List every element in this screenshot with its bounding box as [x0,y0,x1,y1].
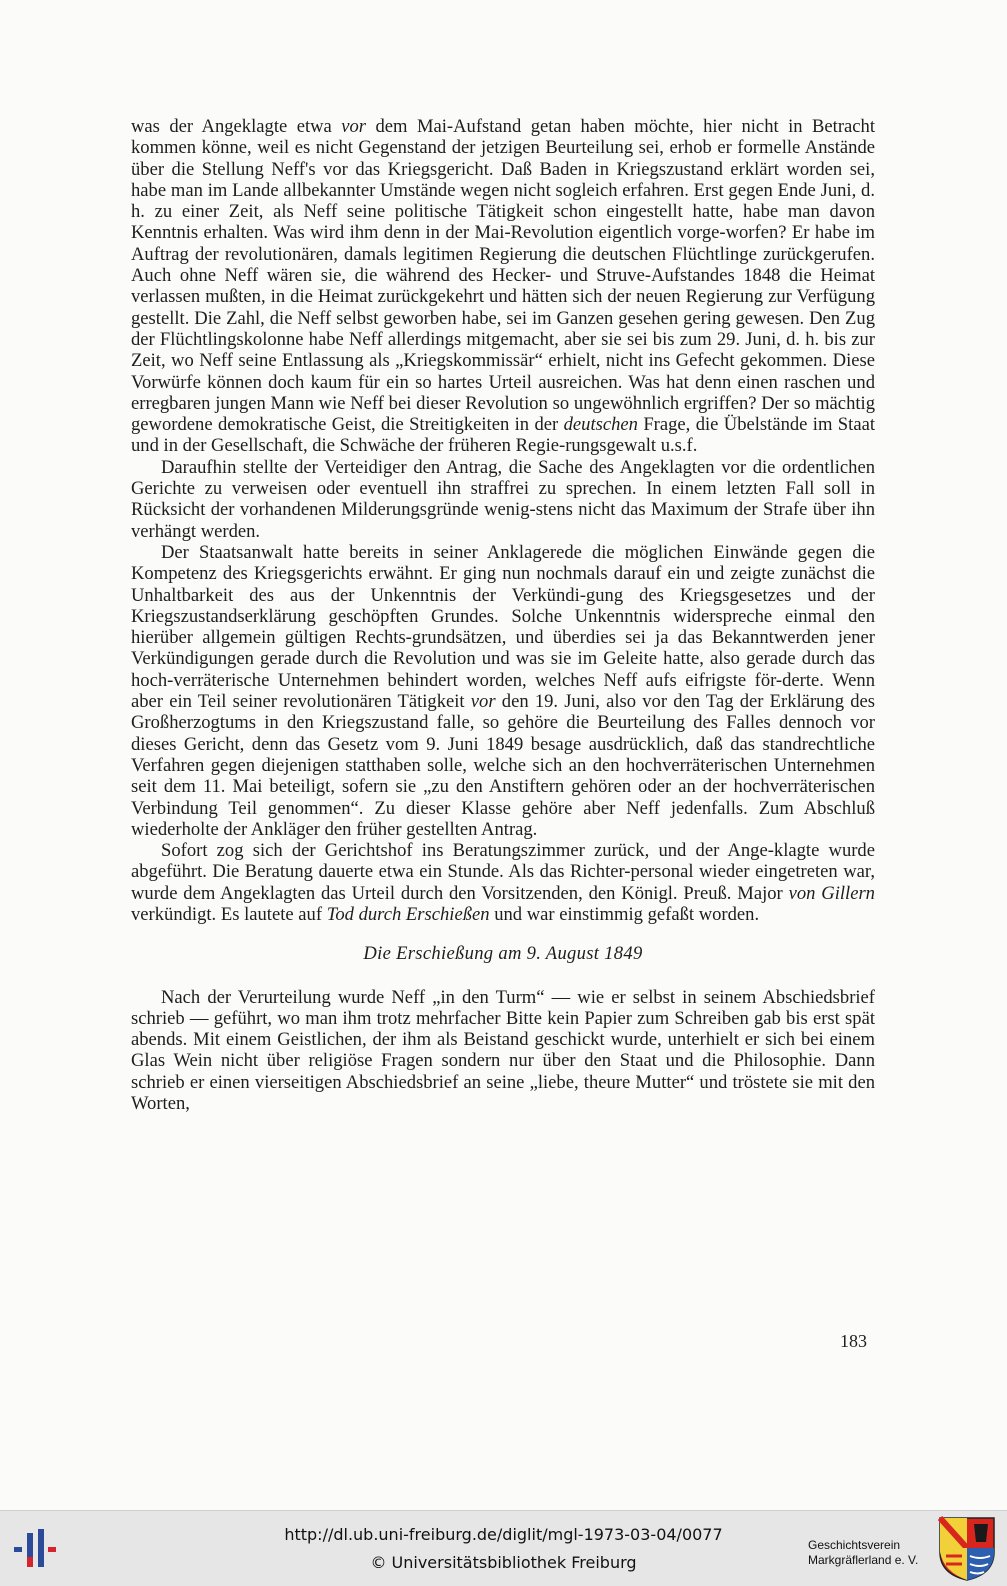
society-line-2: Markgräflerland e. V. [808,1553,919,1567]
footer-bar [0,1510,1007,1586]
section-heading: Die Erschießung am 9. August 1849 [363,943,643,965]
permalink[interactable]: http://dl.ub.uni-freiburg.de/diglit/mgl-1973-03-04/0077 [284,1525,723,1544]
paragraph-1: was der Angeklagte etwa vor dem Mai-Aufstand getan haben möchte, hier nicht in Betracht kommen könne, weil es nicht Gegenstand der jetzigen Beurteilung sei, erhob er formelle Anstände über die Stellung Neff's vor das Kriegsgericht. Daß Baden in Kriegszustand erklärt worden sei, habe man im Lande allbekannter Umstände wegen nicht sogleich erfahren. Erst gegen Ende Juni, d. h. zu einer Zeit, als Neff seine politische Tätigkeit schon eingestellt hatte, habe man davon Kenntnis erhalten. Was wird ihm denn in der Mai-Revolution eigentlich vorge-worfen? Er habe im Auftrag der revolutionären, damals legitimen Regierung die deutschen Flüchtlinge zurückgerufen. Auch ohne Neff wären sie, die während des Hecker- und Struve-Aufstandes 1848 die Heimat verlassen mußten, in die Heimat zurückgekehrt und hätten sich der neuen Regierung zur Verfügung gestellt. Die Zahl, die Neff selbst geworben habe, sei im Ganzen gesehen gering gewesen. Den Zug der Flüchtlingskolonne habe Neff allerdings mitgemacht, aber sie sei bis zum 29. Juni, d. h. bis zur Zeit, wo Neff seine Entlassung als „Kriegskommissär“ erhielt, nicht ins Gefecht gekommen. Diese Vorwürfe können doch kaum für ein so hartes Urteil ausreichen. Was hat denn einen raschen und erregbaren jungen Mann wie Neff bei dieser Revolution so ungewöhnlich ergriffen? Der so mächtig gewordene demokratische Geist, die Streitigkeiten in der deutschen Frage, die Übelstände im Staat und in der Gesellschaft, die Schwäche der früheren Regie-rungsgewalt u.s.f. [131,116,875,457]
coat-of-arms-icon [938,1516,996,1582]
paragraph-3: Der Staatsanwalt hatte bereits in seiner Anklagerede die möglichen Einwände gegen die Kompetenz des Kriegsgerichts erwähnt. Er ging nun nochmals darauf ein und zeigte zunächst die Unhaltbarkeit des aus der Unkenntnis der Verkündi-gung des Kriegsgesetzes und der Kriegszustandserklärung geschöpften Grundes. Solche Unkenntnis widerspreche einmal den hierüber allgemein gültigen Rechts-grundsätzen, und überdies sei ja das Bekanntwerden jener Verkündigungen gerade durch die Revolution und was sie im Geleite hatte, also gerade durch das hoch-verräterische Unternehmen behindert worden, welches Neff aufs eifrigste för-derte. Wenn aber ein Teil seiner revolutionären Tätigkeit vor den 19. Juni, also vor den Tag der Erklärung des Großherzogtums in den Kriegszustand falle, so gehöre die Beurteilung des Falles dennoch vor dieses Gericht, denn das Gesetz vom 9. Juni 1849 besage ausdrücklich, daß das standrechtliche Verfahren gegen diejenigen statthaben solle, welche sich an den hochverräterischen Unternehmen seit dem 11. Mai beteiligt, sofern sie „zu den Anstiftern gehören oder an der hochverräterischen Verbindung Teil genommen“. Zu dieser Klasse gehöre aber Neff jedenfalls. Zum Abschluß wiederholte der Ankläger den früher gestellten Antrag. [131,541,876,840]
paragraph-5: Nach der Verurteilung wurde Neff „in den Turm“ — wie er selbst in seinem Abschiedsbrief schrieb — geführt, wo man ihm trotz mehrfacher Bitte kein Papier zum Schreiben gab bis erst spät abends. Mit einem Geistlichen, der ihm als Beistand geschickt wurde, unterhielt er sich bei einem Glas Wein nicht über religiöse Fragen sondern nur über den Staat und die Philosophie. Dann schrieb er einen vierseitigen Abschiedsbrief an seine „liebe, theure Mutter“ und tröstete sie mit den Worten, [131,986,875,1115]
body-text [131,116,875,1114]
paragraph-2: Daraufhin stellte der Verteidiger den Antrag, die Sache des Angeklagten vor die ordentlichen Gerichte zu verweisen oder eventuell ihn straffrei zu sprechen. In einem letzten Fall soll in Rücksicht der vorhandenen Milderungsgründe wenig-stens nicht das Maximum der Strafe über ihn verhängt werden. [131,456,875,542]
paragraph-4: Sofort zog sich der Gerichtshof ins Beratungszimmer zurück, und der Ange-klagte wurde abgeführt. Die Beratung dauerte etwa ein Stunde. Als das Richter-personal wieder eingetreten war, wurde dem Angeklagten das Urteil durch den Vorsitzenden, den Königl. Preuß. Major von Gillern verkündigt. Es lautete auf Tod durch Erschießen und war einstimmig gefaßt worden. [131,840,875,925]
society-name [808,1538,918,1568]
society-line-1: Geschichtsverein [808,1538,901,1552]
copyright-text: © Universitätsbibliothek Freiburg [370,1553,637,1572]
page-number: 183 [840,1331,867,1351]
